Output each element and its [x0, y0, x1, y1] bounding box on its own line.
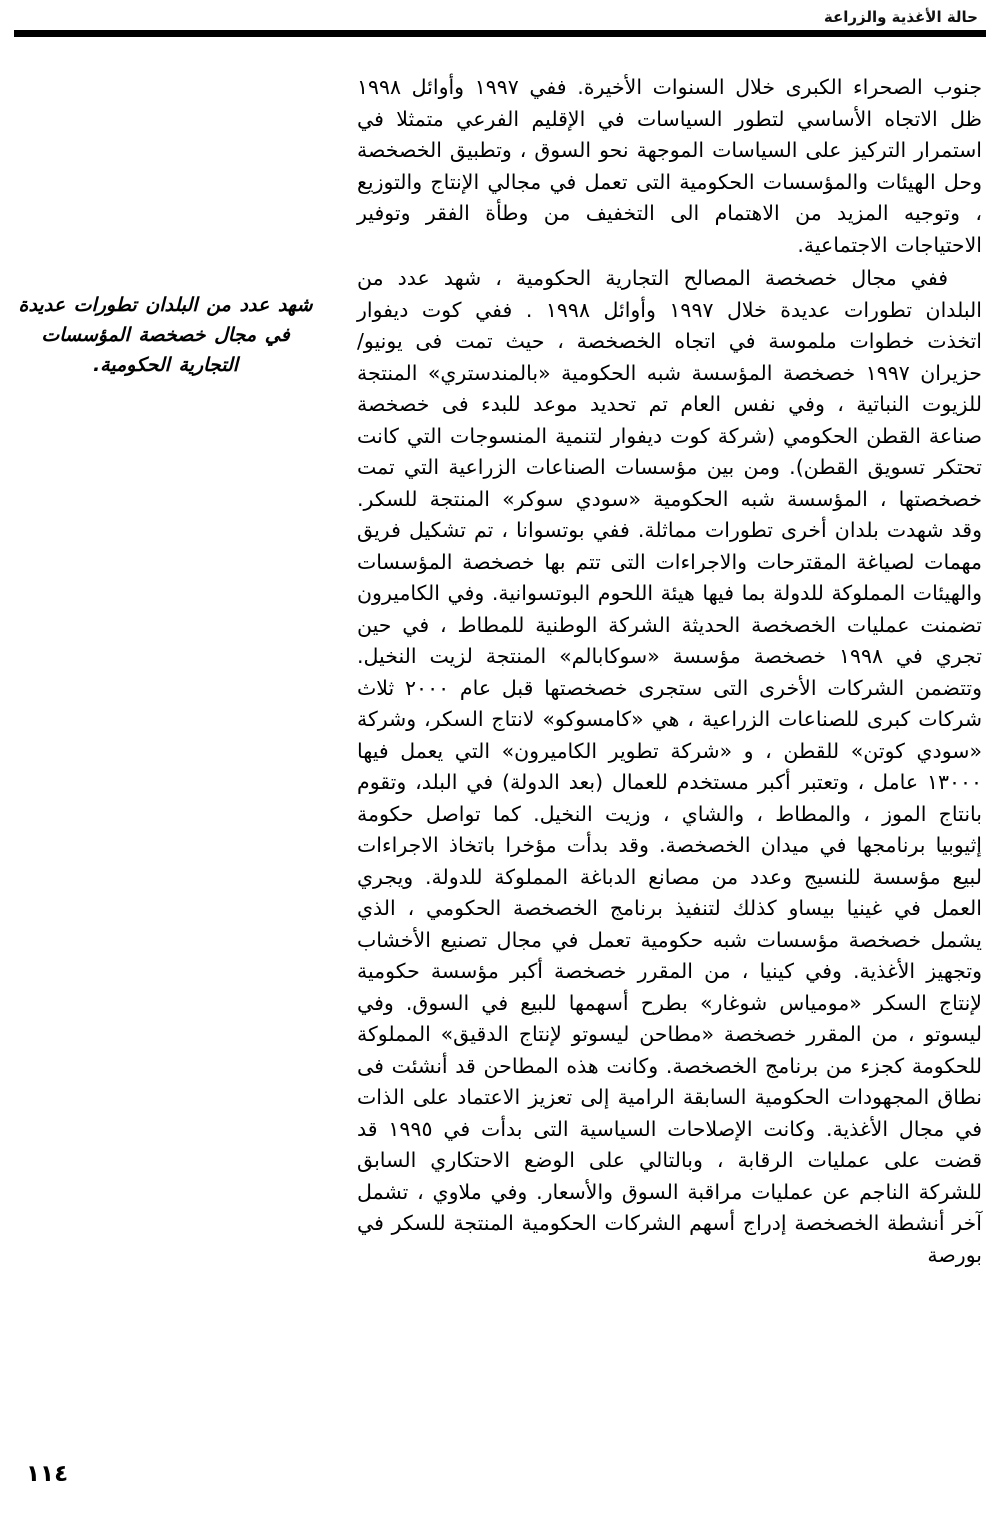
paragraph: جنوب الصحراء الكبرى خلال السنوات الأخيرة. ففي ١٩٩٧ وأوائل ١٩٩٨ ظل الاتجاه الأساسي لتطور السياسات في الإقليم الفرعي متمثلا في استمرار التركيز على السياسات الموجهة نحو السوق ، وتطبيق الخصخصة وحل الهيئات والمؤسسات الحكومية التى تعمل في مجالي الإنتاج والتوزيع ، وتوجيه المزيد من الاهتمام الى التخفيف من وطأة الفقر وتوفير الاحتياجات الاجتماعية. — [357, 75, 982, 257]
running-header — [0, 0, 1000, 37]
page-number: ١١٤ — [26, 1461, 69, 1487]
page-content — [18, 72, 982, 1452]
margin-note: شهد عدد من البلدان تطورات عديدة في مجال خصخصة المؤسسات التجارية الحكومية. — [18, 294, 313, 376]
running-header-text: حالة الأغذية والزراعة — [823, 8, 978, 26]
paragraph: ففي مجال خصخصة المصالح التجارية الحكومية ، شهد عدد من البلدان تطورات عديدة خلال ١٩٩٧ وأوائل ١٩٩٨ . ففي كوت ديفوار اتخذت خطوات ملموسة في اتجاه الخصخصة ، حيث تمت فى يونيو/ حزيران ١٩٩٧ خصخصة المؤسسة شبه الحكومية «بالمندستري» المنتجة للزيوت النباتية ، وفي نفس العام تم تحديد موعد للبدء فى خصخصة صناعة القطن الحكومي (شركة كوت ديفوار لتنمية المنسوجات التي كانت تحتكر تسويق القطن). ومن بين مؤسسات الصناعات الزراعية التي تمت خصخصتها ، المؤسسة شبه الحكومية «سودي سوكر» المنتجة للسكر. وقد شهدت بلدان أخرى تطورات مماثلة. ففي بوتسوانا ، تم تشكيل فريق مهمات لصياغة المقترحات والاجراءات التى تتم بها خصخصة المؤسسات والهيئات المملوكة للدولة بما فيها هيئة اللحوم البوتسوانية. وفي الكاميرون تضمنت عمليات الخصخصة الحديثة الشركة الوطنية للمطاط ، في حين تجري في ١٩٩٨ خصخصة مؤسسة «سوكابالم» المنتجة لزيت النخيل. وتتضمن الشركات الأخرى التى ستجرى خصخصتها قبل عام ٢٠٠٠ ثلاث شركات كبرى للصناعات الزراعية ، هي «كامسوكو» لانتاج السكر، وشركة «سودي كوتن» للقطن ، و «شركة تطوير الكاميرون» التي يعمل فيها ١٣٠٠٠ عامل ، وتعتبر أكبر مستخدم للعمال (بعد الدولة) في البلد، وتقوم بانتاج الموز ، والمطاط ، والشاي ، وزيت النخيل. كما تواصل حكومة إثيوبيا برنامجها في ميدان الخصخصة. وقد بدأت مؤخرا باتخاذ الاجراءات لبيع مؤسسة للنسيج وعدد من مصانع الدباغة المملوكة للدولة. ويجري العمل في غينيا بيساو كذلك لتنفيذ برنامج الخصخصة الحكومي ، الذي يشمل خصخصة مؤسسات شبه حكومية تعمل في مجال تصنيع الأخشاب وتجهيز الأغذية. وفي كينيا ، من المقرر خصخصة أكبر مؤسسة حكومية لإنتاج السكر «مومياس شوغار» بطرح أسهمها للبيع في السوق. وفي ليسوتو ، من المقرر خصخصة «مطاحن ليسوتو لإنتاج الدقيق» المملوكة للحكومة كجزء من برنامج الخصخصة. وكانت هذه المطاحن قد أنشئت فى نطاق المجهودات الحكومية السابقة الرامية إلى تعزيز الاعتماد على الذات في مجال الأغذية. وكانت الإصلاحات السياسية التى بدأت في ١٩٩٥ قد قضت على عمليات الرقابة ، وبالتالي على الوضع الاحتكاري السابق للشركة الناجم عن عمليات مراقبة السوق والأسعار. وفي ملاوي ، تشمل آخر أنشطة الخصخصة إدراج أسهم الشركات الحكومية المنتجة للسكر في بورصة — [357, 266, 983, 1267]
main-text-column — [357, 72, 982, 1271]
header-rule — [14, 30, 986, 37]
margin-column — [18, 290, 313, 380]
